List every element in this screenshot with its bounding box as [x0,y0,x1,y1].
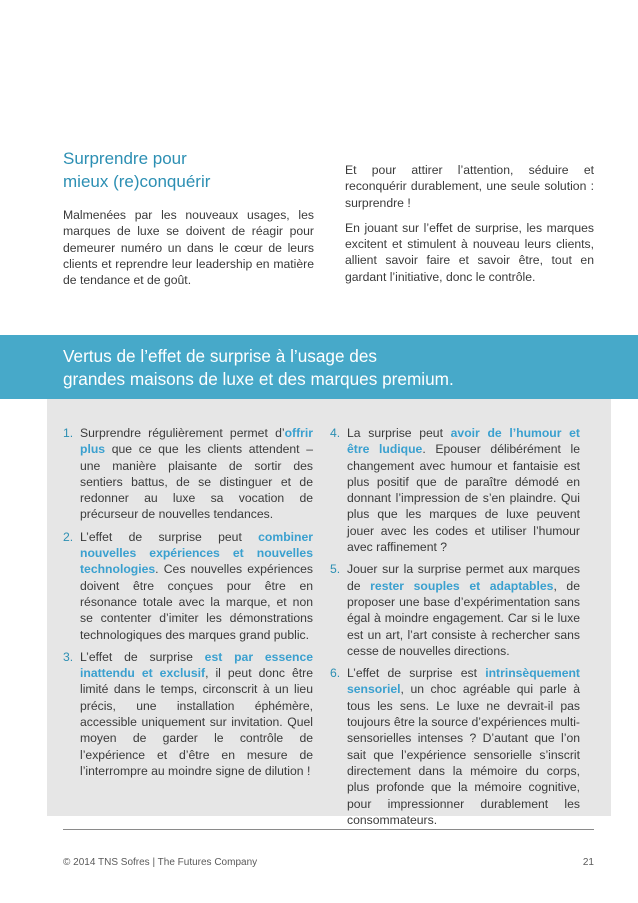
intro-paragraph: En jouant sur l’effet de surprise, les marques excitent et stimulent à nouveau leurs clients, allient savoir faire et savoir être, tout en gardant l’initiative, donc le contrôle. [345,220,594,284]
list-item-number: 4. [330,426,341,440]
list-item-text: Jouer sur la surprise permet aux marques de [347,562,580,593]
list-right-column [330,425,580,834]
list-item [63,425,313,523]
list-item-highlight: combiner nouvelles expériences et nouvelles technologies [80,529,313,577]
intro-left-column [63,207,314,297]
list-item [330,561,580,659]
list-item-text: que ce que les clients attendent – une manière plaisante de sortir des sentiers battus, de se distinguer et de redonner au luxe sa vocation de précurseur de nouvelles tendances. [80,442,313,522]
list-item [330,665,580,828]
list-item-text: L’effet de surprise [80,649,205,664]
list-item-number: 2. [63,529,74,544]
list-item-text: , un choc agréable qui parle à tous les sens. Le luxe ne devrait-il pas toujours être la source d’expériences multi-sensorielles intenses ? D’autant que l’on sait que l’expérience sensorielle s’inscrit directement dans la mémoire du corps, plus profonde que la mémoire cognitive, pour impressionner durablement les consommateurs. [347,682,580,827]
list-item [330,425,580,555]
list-item-text: , il peut donc être limité dans le temps, circonscrit à un lieu précis, une installation éphémère, accessible uniquement sur invitation. Quel moyen de garder le contrôle de l’expérience et d’être en mesure de l’interrompre au moindre signe de dilution ! [80,666,313,778]
footer-copyright: © 2014 TNS Sofres | The Futures Company [63,857,258,868]
list-item-number: 3. [63,649,74,664]
list-item-text: Surprendre régulièrement permet d’ [80,426,285,440]
list-item-highlight: est par essence inattendu et exclusif [80,649,314,681]
band-title-line-1: Vertus de l’effet de surprise à l’usage des [63,346,378,366]
footer-divider [63,829,594,830]
page-number: 21 [582,857,594,868]
list-item-text: L’effet de surprise est [347,666,486,681]
list-item-highlight: avoir de l’humour et être ludique [347,426,580,457]
list-item-text: . Ces nouvelles expériences doivent être conçues pour être en résonance totale avec la marque, et non se contenter d’imiter les démonstrations technologiques des marques grand public. [80,562,313,642]
section-heading-line-2: mieux (re)conquérir [63,172,211,191]
list-item-highlight: offrir plus [80,426,313,457]
band-title [63,345,454,391]
list-item-text: L’effet de surprise peut [80,529,259,544]
band-title-line-2: grandes maisons de luxe et des marques premium. [63,369,454,389]
title-band [0,335,638,399]
list-item-highlight: intrinsèquement sensoriel [347,666,580,697]
section-heading-line-1: Surprendre pour [63,149,187,168]
list-item-number: 6. [330,666,341,681]
list-item-highlight: rester souples et adaptables [370,578,554,593]
list-item [63,529,313,643]
section-heading [63,147,323,193]
list-item-number: 1. [63,426,74,440]
intro-paragraph: Et pour attirer l’attention, séduire et reconquérir durablement, une seule solution : surprendre ! [345,163,594,210]
list-item [63,649,313,779]
list-item-number: 5. [330,562,341,577]
list-item-text: , de proposer une base d’expérimentation sans égal à moindre engagement. Car si le luxe est un art, l’art consiste à rechercher sans cesse de nouvelles directions. [347,578,580,658]
list-item-text: . Epouser délibérément le changement avec humour et fantaisie est plus positif que de paraître démodé en donnant l’impression de s’en plaindre. Qui plus que les marques de luxe peuvent jouer avec les codes et utiliser l’humour avec raffinement ? [347,442,580,555]
list-left-column [63,425,313,785]
intro-right-column [345,162,594,294]
intro-paragraph: Malmenées par les nouveaux usages, les marques de luxe se doivent de réagir pour demeurer numéro un dans le cœur de leurs clients et reprendre leur leadership en matière de tendance et de goût. [63,208,314,288]
list-item-text: La surprise peut [347,426,451,440]
